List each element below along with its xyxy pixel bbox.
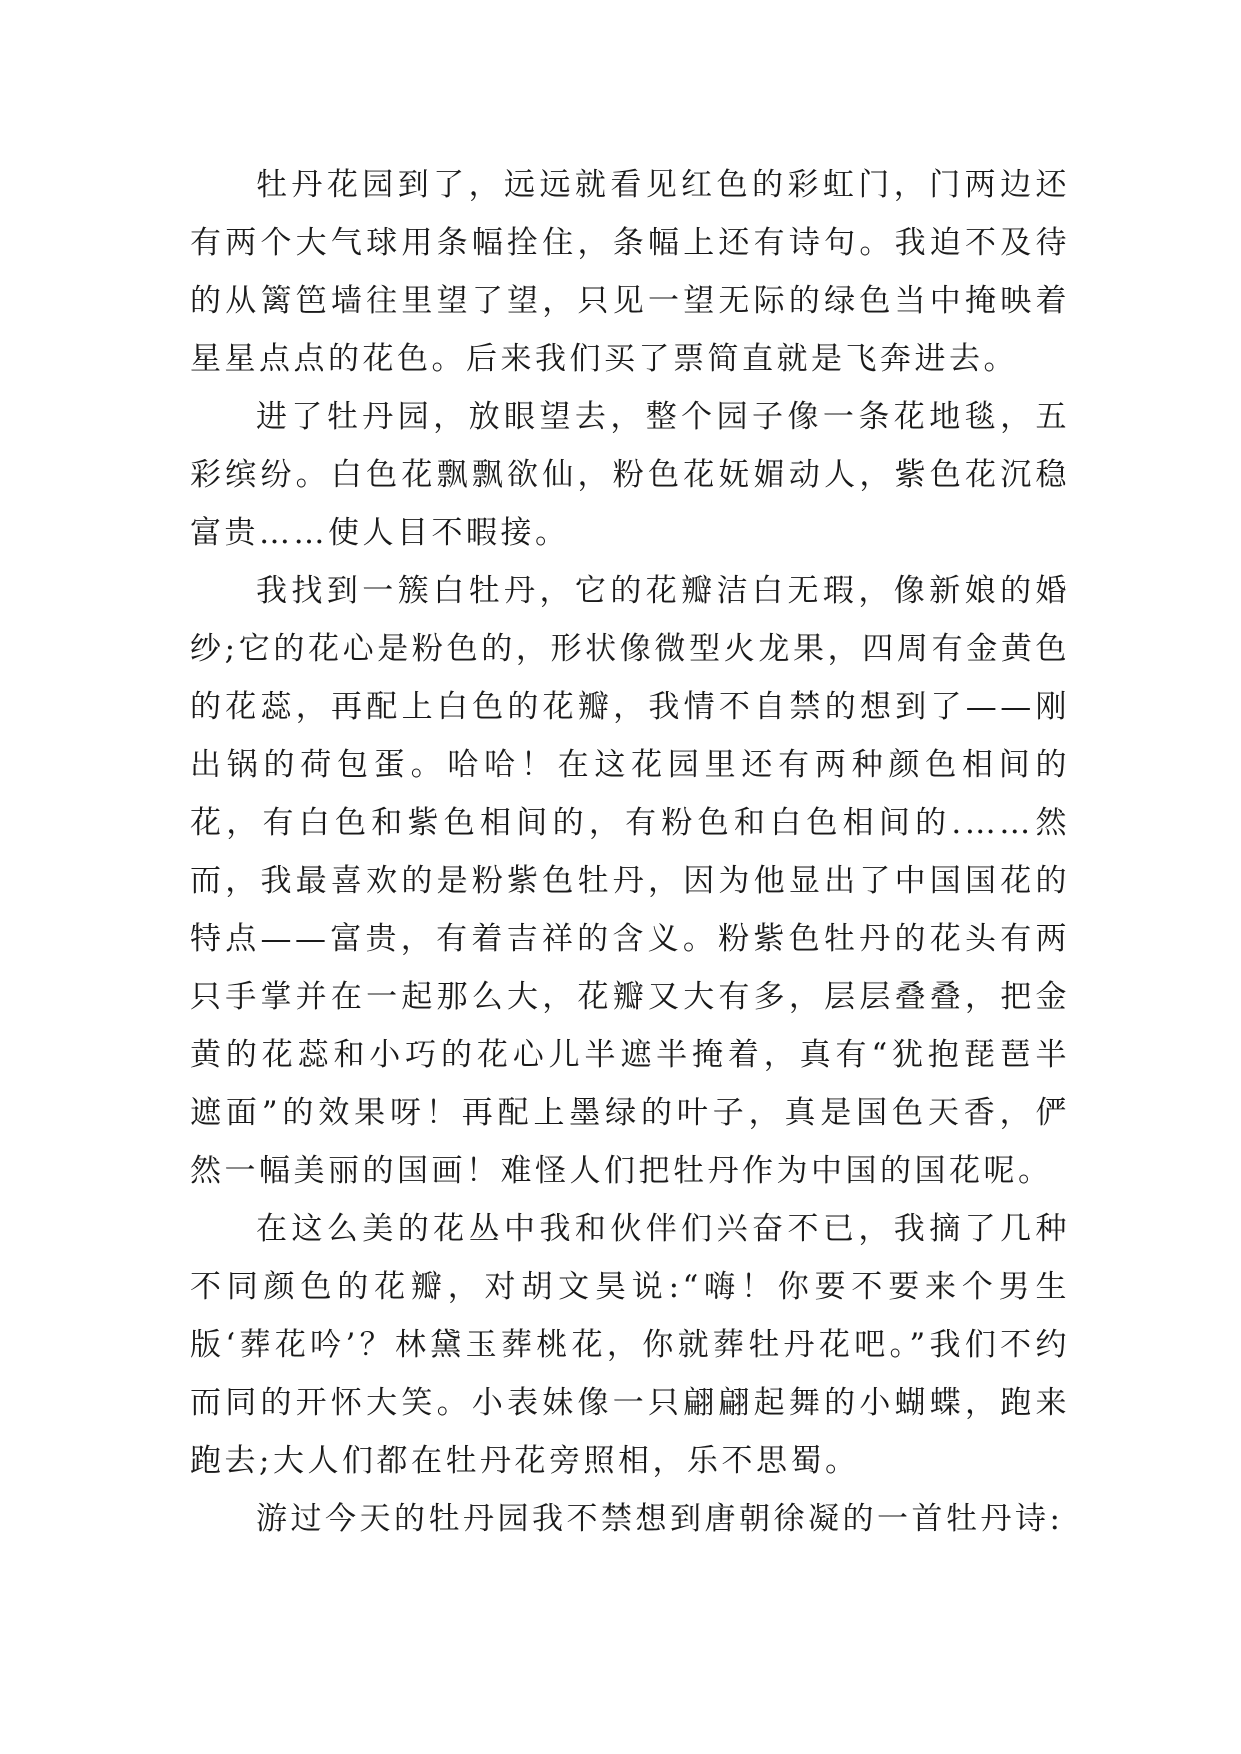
paragraph-poem-intro: 游过今天的牡丹园我不禁想到唐朝徐凝的一首牡丹诗: — [256, 1501, 1064, 1537]
paragraph-peony-garden-entrance: 牡丹花园到了，远远就看见红色的彩虹门，门两边还有两个大气球用条幅拴住，条幅上还有诗句。我迫不及待的从篱笆墙往里望了望，只见一望无际的绿色当中掩映着星星点点的花色。后来我们买了票简直就是飞奔进去。 — [190, 167, 1070, 377]
document-body — [190, 156, 1070, 1548]
paragraph-playing-in-flowers: 在这么美的花丛中我和伙伴们兴奋不已，我摘了几种不同颜色的花瓣，对胡文昊说:“嗨！你要不要来个男生版‘葬花吟’？林黛玉葬桃花，你就葬牡丹花吧。”我们不约而同的开怀大笑。小表妹像一只翩翩起舞的小蝴蝶，跑来跑去;大人们都在牡丹花旁照相，乐不思蜀。 — [190, 1211, 1070, 1479]
paragraph-colorful-garden: 进了牡丹园，放眼望去，整个园子像一条花地毯，五彩缤纷。白色花飘飘欲仙，粉色花妩媚动人，紫色花沉稳富贵……使人目不暇接。 — [190, 399, 1070, 551]
paragraph-white-peony: 我找到一簇白牡丹，它的花瓣洁白无瑕，像新娘的婚纱;它的花心是粉色的，形状像微型火龙果，四周有金黄色的花蕊，再配上白色的花瓣，我情不自禁的想到了——刚出锅的荷包蛋。哈哈！在这花园里还有两种颜色相间的花，有白色和紫色相间的，有粉色和白色相间的.……然而，我最喜欢的是粉紫色牡丹，因为他显出了中国国花的特点——富贵，有着吉祥的含义。粉紫色牡丹的花头有两只手掌并在一起那么大，花瓣又大有多，层层叠叠，把金黄的花蕊和小巧的花心儿半遮半掩着，真有“犹抱琵琶半遮面”的效果呀！再配上墨绿的叶子，真是国色天香，俨然一幅美丽的国画！难怪人们把牡丹作为中国的国花呢。 — [190, 573, 1070, 1189]
